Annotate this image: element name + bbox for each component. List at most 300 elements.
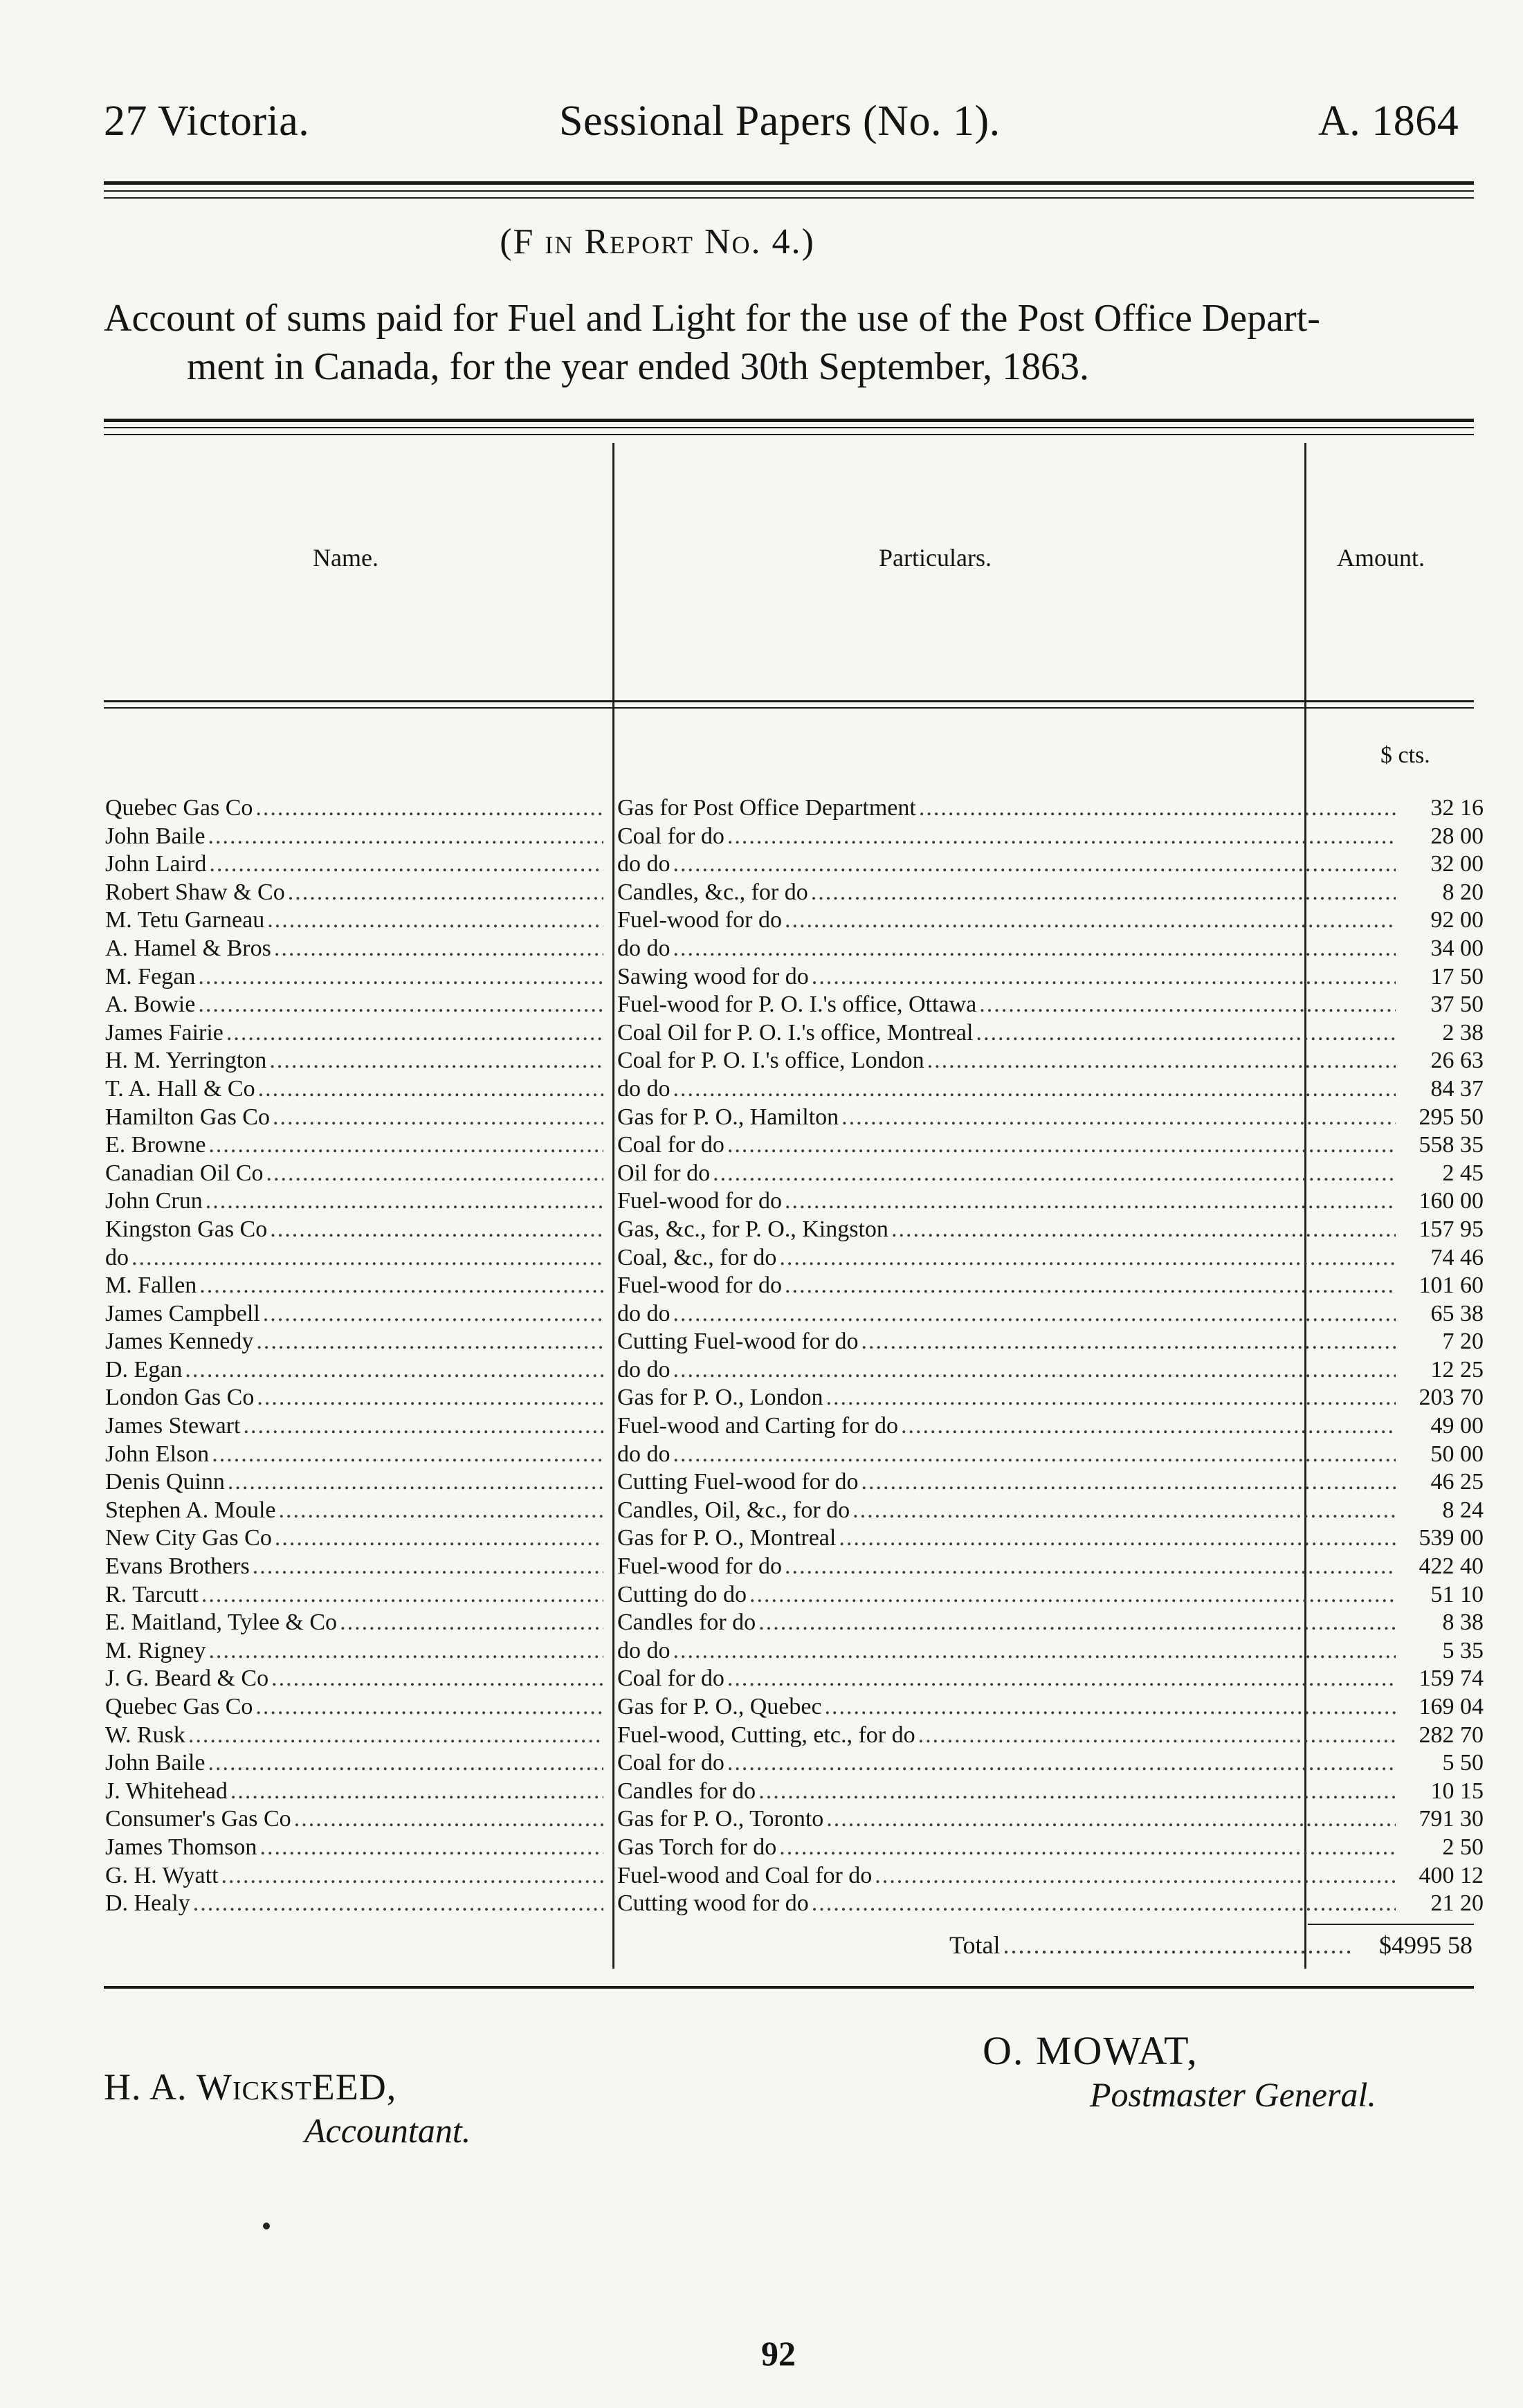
row-name-cell — [105, 850, 603, 878]
column-header-name: Name. — [313, 544, 379, 572]
leader-dots — [671, 1300, 1396, 1328]
leader-dots — [671, 1075, 1396, 1103]
table-top-rule — [104, 419, 1474, 422]
leader-dots — [271, 935, 603, 963]
leader-dots — [209, 1441, 603, 1468]
row-amount-cell — [1406, 1834, 1484, 1861]
table-row — [105, 1693, 1484, 1722]
row-amount-cell — [1406, 1609, 1484, 1636]
leader-dots — [747, 1581, 1396, 1609]
row-name-cell — [105, 1075, 603, 1103]
row-name-cell — [105, 1441, 603, 1468]
row-name-cell — [105, 991, 603, 1019]
table-row — [105, 823, 1484, 851]
row-name: Canadian Oil Co — [105, 1160, 264, 1186]
row-name: R. Tarcutt — [105, 1581, 199, 1607]
row-particulars-cell — [617, 1693, 1396, 1721]
row-particulars-cell — [617, 1468, 1396, 1496]
row-amount-cell — [1406, 1300, 1484, 1328]
table-bottom-rule — [104, 1986, 1474, 1989]
row-particulars: do do — [617, 1356, 671, 1383]
row-amount: 46 25 — [1430, 1469, 1484, 1495]
row-amount-cell — [1406, 794, 1484, 822]
row-particulars: Gas for P. O., London — [617, 1385, 823, 1411]
row-amount-cell — [1406, 879, 1484, 906]
row-particulars: Fuel-wood for do — [617, 907, 782, 933]
row-name-cell — [105, 1412, 603, 1440]
row-amount: 2 50 — [1442, 1834, 1484, 1860]
leader-dots — [836, 1524, 1396, 1552]
row-particulars: do do — [617, 935, 671, 961]
signature-postmaster-title: Postmaster General. — [1090, 2075, 1376, 2114]
row-amount: 159 74 — [1419, 1666, 1484, 1692]
row-particulars-cell — [617, 1216, 1396, 1243]
row-name: G. H. Wyatt — [105, 1862, 219, 1888]
row-amount: 101 60 — [1419, 1273, 1484, 1299]
table-row — [105, 1834, 1484, 1862]
row-particulars: Coal for do — [617, 1666, 724, 1692]
row-name-cell — [105, 1187, 603, 1215]
row-amount: 5 50 — [1442, 1750, 1484, 1776]
leader-dots — [205, 823, 603, 850]
row-particulars-cell — [617, 1047, 1396, 1075]
row-name-cell — [105, 1300, 603, 1328]
row-amount: 10 15 — [1430, 1778, 1484, 1804]
leader-dots — [185, 1722, 603, 1749]
leader-dots — [671, 1637, 1396, 1665]
row-amount-cell — [1406, 1441, 1484, 1468]
leader-dots — [823, 1384, 1396, 1412]
leader-dots — [240, 1412, 603, 1440]
row-particulars-cell — [617, 1075, 1396, 1103]
row-name-cell — [105, 1216, 603, 1243]
leader-dots — [206, 1131, 603, 1159]
row-particulars: Fuel-wood for do — [617, 1273, 782, 1299]
table-top-rule-thin — [104, 427, 1474, 428]
row-amount-cell — [1406, 1412, 1484, 1440]
row-amount-cell — [1406, 1328, 1484, 1356]
leader-dots — [337, 1609, 603, 1636]
row-particulars: Cutting do do — [617, 1581, 747, 1607]
leader-dots — [199, 1581, 603, 1609]
row-particulars: Gas for Post Office Department — [617, 795, 916, 821]
row-particulars-cell — [617, 1778, 1396, 1805]
leader-dots — [724, 823, 1396, 850]
leader-dots — [228, 1778, 603, 1805]
row-amount-cell — [1406, 1553, 1484, 1580]
table-row — [105, 1665, 1484, 1693]
table-row — [105, 850, 1484, 879]
table-row — [105, 1216, 1484, 1244]
leader-dots — [782, 906, 1396, 934]
table-row — [105, 1609, 1484, 1637]
leader-dots — [916, 794, 1396, 822]
table-top-rule-thin-2 — [104, 434, 1474, 435]
row-particulars-cell — [617, 991, 1396, 1019]
leader-dots — [776, 1834, 1396, 1861]
total-row — [617, 1931, 1475, 1961]
row-amount: 282 70 — [1419, 1722, 1484, 1748]
row-name-cell — [105, 1104, 603, 1131]
row-amount: 169 04 — [1419, 1694, 1484, 1720]
row-amount: 51 10 — [1430, 1581, 1484, 1607]
row-name: John Laird — [105, 851, 207, 877]
row-particulars-cell — [617, 1497, 1396, 1524]
row-name-cell — [105, 1722, 603, 1749]
row-amount-cell — [1406, 1497, 1484, 1524]
row-name: Denis Quinn — [105, 1469, 225, 1495]
row-amount-cell — [1406, 1778, 1484, 1805]
table-row — [105, 1384, 1484, 1412]
row-name-cell — [105, 1581, 603, 1609]
leader-dots — [253, 794, 603, 822]
table-row — [105, 963, 1484, 992]
row-particulars-cell — [617, 1272, 1396, 1299]
leader-dots — [710, 1160, 1396, 1187]
leader-dots — [264, 1160, 603, 1187]
leader-dots — [182, 1356, 603, 1384]
row-particulars-cell — [617, 1890, 1396, 1917]
row-name: H. M. Yerrington — [105, 1048, 267, 1074]
table-row — [105, 1524, 1484, 1553]
header-center: Sessional Papers (No. 1). — [559, 98, 1001, 145]
row-particulars-cell — [617, 1300, 1396, 1328]
row-name: M. Tetu Garneau — [105, 907, 265, 933]
row-particulars-cell — [617, 1328, 1396, 1356]
row-particulars-cell — [617, 1412, 1396, 1440]
leader-dots — [724, 1665, 1396, 1693]
row-particulars-cell — [617, 1384, 1396, 1412]
row-particulars: do do — [617, 1441, 671, 1467]
row-particulars-cell — [617, 1524, 1396, 1552]
leader-dots — [264, 906, 603, 934]
row-particulars: Cutting Fuel-wood for do — [617, 1329, 859, 1355]
leader-dots — [671, 1356, 1396, 1384]
row-particulars: Fuel-wood for P. O. I.'s office, Ottawa — [617, 992, 977, 1018]
row-particulars-cell — [617, 1834, 1396, 1861]
row-name: James Fairie — [105, 1019, 224, 1046]
row-amount-cell — [1406, 1356, 1484, 1384]
row-particulars: Fuel-wood for do — [617, 1188, 782, 1214]
leader-dots — [275, 1497, 603, 1524]
row-name-cell — [105, 1160, 603, 1187]
row-name-cell — [105, 1019, 603, 1047]
row-particulars-cell — [617, 1441, 1396, 1468]
row-amount-cell — [1406, 1216, 1484, 1243]
row-particulars-cell — [617, 879, 1396, 906]
row-amount: 28 00 — [1430, 823, 1484, 849]
row-particulars-cell — [617, 1637, 1396, 1665]
row-amount: 50 00 — [1430, 1441, 1484, 1467]
row-amount-cell — [1406, 1047, 1484, 1075]
row-amount-cell — [1406, 850, 1484, 878]
row-name-cell — [105, 1637, 603, 1665]
leader-dots — [724, 1749, 1396, 1777]
row-amount: 8 38 — [1442, 1609, 1484, 1636]
leader-dots — [206, 850, 603, 878]
row-amount: 34 00 — [1430, 935, 1484, 961]
leader-dots — [822, 1693, 1396, 1721]
row-particulars-cell — [617, 1722, 1396, 1749]
leader-dots — [776, 1244, 1396, 1272]
row-name-cell — [105, 1272, 603, 1299]
row-name: James Stewart — [105, 1413, 241, 1439]
row-amount: 26 63 — [1430, 1048, 1484, 1074]
row-name: J. Whitehead — [105, 1778, 228, 1804]
row-amount: 160 00 — [1419, 1188, 1484, 1214]
row-name-cell — [105, 794, 603, 822]
row-amount: 65 38 — [1430, 1300, 1484, 1326]
table-row — [105, 1441, 1484, 1469]
row-amount: 84 37 — [1430, 1075, 1484, 1102]
table-row — [105, 1272, 1484, 1300]
table-row — [105, 1047, 1484, 1075]
row-amount: 12 25 — [1430, 1356, 1484, 1383]
row-amount: 17 50 — [1430, 963, 1484, 989]
row-amount: 32 16 — [1430, 795, 1484, 821]
row-amount-cell — [1406, 1749, 1484, 1777]
row-particulars-cell — [617, 1160, 1396, 1187]
row-particulars: Fuel-wood for do — [617, 1553, 782, 1580]
row-amount-cell — [1406, 935, 1484, 963]
row-particulars: Gas for P. O., Quebec — [617, 1694, 822, 1720]
row-particulars: Coal for P. O. I.'s office, London — [617, 1048, 924, 1074]
row-amount-cell — [1406, 1665, 1484, 1693]
row-particulars-cell — [617, 906, 1396, 934]
row-name: John Baile — [105, 1750, 206, 1776]
row-particulars: Candles, Oil, &c., for do — [617, 1497, 850, 1523]
row-particulars: Cutting wood for do — [617, 1890, 809, 1917]
row-name-cell — [105, 1609, 603, 1636]
row-particulars-cell — [617, 1553, 1396, 1580]
row-amount: 37 50 — [1430, 992, 1484, 1018]
row-particulars-cell — [617, 1019, 1396, 1047]
row-name: M. Fallen — [105, 1273, 197, 1299]
leader-dots — [1000, 1931, 1351, 1960]
table-row — [105, 1244, 1484, 1273]
row-particulars: Coal for do — [617, 1750, 724, 1776]
row-name-cell — [105, 935, 603, 963]
leader-dots — [724, 1131, 1396, 1159]
leader-dots — [671, 1441, 1396, 1468]
row-particulars: Coal, &c., for do — [617, 1244, 777, 1270]
table-row — [105, 1075, 1484, 1104]
row-particulars-cell — [617, 935, 1396, 963]
row-amount: 157 95 — [1419, 1216, 1484, 1242]
row-name: John Baile — [105, 823, 206, 849]
row-name: D. Healy — [105, 1890, 190, 1917]
row-amount-cell — [1406, 963, 1484, 991]
table-row — [105, 1300, 1484, 1329]
leader-dots — [888, 1216, 1396, 1243]
table-row — [105, 1412, 1484, 1441]
row-particulars-cell — [617, 823, 1396, 850]
row-particulars-cell — [617, 850, 1396, 878]
row-particulars-cell — [617, 1805, 1396, 1833]
leader-dots — [915, 1722, 1396, 1749]
row-particulars: do do — [617, 1637, 671, 1663]
leader-dots — [267, 1216, 603, 1243]
row-particulars-cell — [617, 1244, 1396, 1272]
row-name-cell — [105, 906, 603, 934]
row-particulars: Coal for do — [617, 823, 724, 849]
leader-dots — [219, 1862, 603, 1890]
row-amount-cell — [1406, 1637, 1484, 1665]
row-name: Quebec Gas Co — [105, 1694, 253, 1720]
total-rule — [1308, 1924, 1474, 1925]
row-particulars-cell — [617, 794, 1396, 822]
title-line-1: Account of sums paid for Fuel and Light for the use of the Post Office Depart- — [104, 297, 1320, 340]
table-row — [105, 1497, 1484, 1525]
table-row — [105, 1637, 1484, 1666]
row-particulars-cell — [617, 963, 1396, 991]
table-row — [105, 1160, 1484, 1188]
leader-dots — [671, 935, 1396, 963]
row-particulars-cell — [617, 1665, 1396, 1693]
leader-dots — [809, 1890, 1396, 1917]
leader-dots — [224, 1019, 603, 1047]
total-label-cell — [949, 1931, 1351, 1960]
row-amount: 21 20 — [1430, 1890, 1484, 1917]
row-particulars: Sawing wood for do — [617, 963, 809, 989]
row-amount-cell — [1406, 1075, 1484, 1103]
table-row — [105, 906, 1484, 935]
row-amount: 2 45 — [1442, 1160, 1484, 1186]
row-name: Kingston Gas Co — [105, 1216, 268, 1242]
leader-dots — [973, 1019, 1396, 1047]
row-amount-cell — [1406, 1581, 1484, 1609]
row-particulars: Fuel-wood and Carting for do — [617, 1413, 899, 1439]
row-amount-cell — [1406, 1272, 1484, 1299]
row-amount: 5 35 — [1442, 1637, 1484, 1663]
document-title — [104, 294, 1481, 391]
table-row — [105, 1104, 1484, 1132]
leader-dots — [808, 879, 1396, 906]
leader-dots — [291, 1805, 603, 1833]
row-particulars: do do — [617, 1300, 671, 1326]
leader-dots — [285, 879, 603, 906]
row-name-cell — [105, 1805, 603, 1833]
row-particulars: do do — [617, 851, 671, 877]
table-row — [105, 1722, 1484, 1750]
report-reference: (F in Report No. 4.) — [500, 222, 815, 262]
row-name-cell — [105, 1553, 603, 1580]
row-amount-cell — [1406, 1187, 1484, 1215]
row-name-cell — [105, 1356, 603, 1384]
row-amount-cell — [1406, 1805, 1484, 1833]
row-name-cell — [105, 823, 603, 850]
row-name-cell — [105, 1778, 603, 1805]
row-amount: 422 40 — [1419, 1553, 1484, 1580]
row-particulars: Gas, &c., for P. O., Kingston — [617, 1216, 888, 1242]
currency-heading: $ cts. — [1380, 742, 1430, 768]
row-particulars: Gas for P. O., Toronto — [617, 1806, 824, 1832]
leader-dots — [858, 1328, 1396, 1356]
row-name: John Elson — [105, 1441, 210, 1467]
leader-dots — [206, 1637, 603, 1665]
table-row — [105, 991, 1484, 1019]
row-name-cell — [105, 879, 603, 906]
row-name: New City Gas Co — [105, 1525, 272, 1551]
row-particulars: Candles, &c., for do — [617, 879, 808, 905]
table-header-rule — [104, 700, 1474, 702]
leader-dots — [255, 1075, 603, 1103]
row-name-cell — [105, 1384, 603, 1412]
row-name: M. Rigney — [105, 1637, 206, 1663]
row-amount-cell — [1406, 1693, 1484, 1721]
row-particulars: Candles for do — [617, 1778, 756, 1804]
row-particulars: Gas for P. O., Montreal — [617, 1525, 837, 1551]
leader-dots — [260, 1300, 603, 1328]
row-name: W. Rusk — [105, 1722, 185, 1748]
row-particulars: Gas for P. O., Hamilton — [617, 1104, 839, 1130]
leader-dots — [839, 1104, 1396, 1131]
title-line-2: ment in Canada, for the year ended 30th September, 1863. — [187, 345, 1090, 388]
row-amount-cell — [1406, 906, 1484, 934]
row-particulars: Candles for do — [617, 1609, 756, 1636]
table-row — [105, 1581, 1484, 1609]
row-particulars: Gas Torch for do — [617, 1834, 777, 1860]
row-amount: 8 20 — [1442, 879, 1484, 905]
table-header-rule-2 — [104, 707, 1474, 709]
row-particulars-cell — [617, 1862, 1396, 1890]
header-rule-thin — [104, 190, 1474, 192]
row-amount-cell — [1406, 1722, 1484, 1749]
ink-speck — [263, 2223, 270, 2229]
row-amount: 791 30 — [1419, 1806, 1484, 1832]
row-amount: 74 46 — [1430, 1244, 1484, 1270]
row-name-cell — [105, 1693, 603, 1721]
table-row — [105, 1778, 1484, 1806]
row-amount-cell — [1406, 1384, 1484, 1412]
row-amount-cell — [1406, 991, 1484, 1019]
row-name: A. Bowie — [105, 992, 196, 1018]
row-name-cell — [105, 1468, 603, 1496]
table-row — [105, 1131, 1484, 1160]
leader-dots — [205, 1749, 603, 1777]
leader-dots — [257, 1834, 603, 1861]
table-row — [105, 935, 1484, 963]
table-row — [105, 1862, 1484, 1890]
row-amount: 92 00 — [1430, 907, 1484, 933]
leader-dots — [850, 1497, 1396, 1524]
leader-dots — [858, 1468, 1396, 1496]
row-amount-cell — [1406, 1160, 1484, 1187]
header-rule-thin-2 — [104, 197, 1474, 199]
page-number: 92 — [761, 2334, 796, 2373]
row-name: James Campbell — [105, 1300, 260, 1326]
leader-dots — [254, 1384, 603, 1412]
table-row — [105, 1805, 1484, 1834]
row-particulars-cell — [617, 1187, 1396, 1215]
row-amount: 32 00 — [1430, 851, 1484, 877]
table-body — [105, 794, 1484, 1918]
row-particulars-cell — [617, 1131, 1396, 1159]
row-amount-cell — [1406, 1244, 1484, 1272]
leader-dots — [195, 991, 603, 1019]
leader-dots — [924, 1047, 1396, 1075]
row-particulars-cell — [617, 1104, 1396, 1131]
leader-dots — [782, 1553, 1396, 1580]
row-particulars: Cutting Fuel-wood for do — [617, 1469, 859, 1495]
row-name: James Thomson — [105, 1834, 257, 1860]
row-particulars: Fuel-wood and Coal for do — [617, 1862, 873, 1888]
row-name-cell — [105, 1047, 603, 1075]
table-row — [105, 879, 1484, 907]
row-name: T. A. Hall & Co — [105, 1075, 255, 1102]
leader-dots — [782, 1187, 1396, 1215]
row-name: Stephen A. Moule — [105, 1497, 276, 1523]
